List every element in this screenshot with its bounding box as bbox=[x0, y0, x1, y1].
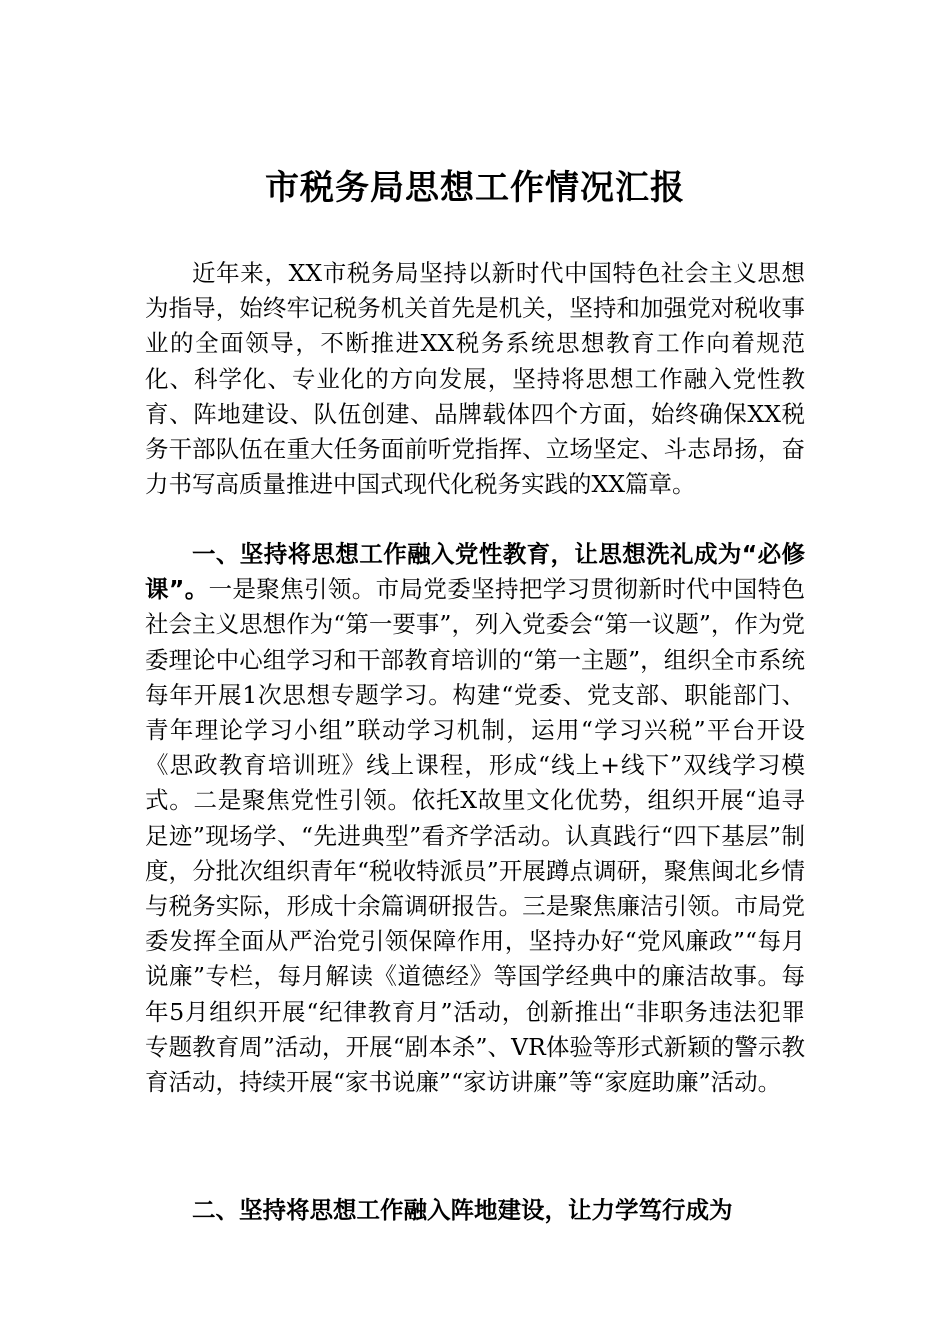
section-2-heading: 二、坚持将思想工作融入阵地建设，让力学笃行成为 bbox=[192, 1196, 733, 1224]
section-1-body: 一是聚焦引领。市局党委坚持把学习贯彻新时代中国特色社会主义思想作为“第一要事”，列入党委会“第一议题”，作为党委理论中心组学习和干部教育培训的“第一主题”，组织全市系统每年开展1次思想专题学习。构建“党委、党支部、职能部门、青年理论学习小组”联动学习机制，运用“学习兴税”平台开设《思政教育培训班》线上课程，形成“线上+线下”双线学习模式。二是聚焦党性引领。依托X故里文化优势，组织开展“追寻足迹”现场学、“先进典型”看齐学活动。认真践行“四下基层”制度，分批次组织青年“税收特派员”开展蹲点调研，聚焦闽北乡情与税务实际，形成十余篇调研报告。三是聚焦廉洁引领。市局党委发挥全面从严治党引领保障作用，坚持办好“党风廉政”“每月说廉”专栏，每月解读《道德经》等国学经典中的廉洁故事。每年5月组织开展“纪律教育月”活动，创新推出“非职务违法犯罪专题教育周”活动，开展“剧本杀”、VR体验等形式新颖的警示教育活动，持续开展“家书说廉”“家访讲廉”等“家庭助廉”活动。 bbox=[145, 575, 805, 1097]
section-2-paragraph bbox=[145, 1193, 805, 1228]
document-title: 市税务局思想工作情况汇报 bbox=[265, 168, 685, 208]
intro-paragraph bbox=[145, 256, 805, 502]
intro-text: 近年来，XX市税务局坚持以新时代中国特色社会主义思想为指导，始终牢记税务机关首先是机关，坚持和加强党对税收事业的全面领导，不断推进XX税务系统思想教育工作向着规范化、科学化、专业化的方向发展，坚持将思想工作融入党性教育、阵地建设、队伍创建、品牌载体四个方面，始终确保XX税务干部队伍在重大任务面前听党指挥、立场坚定、斗志昂扬，奋力书写高质量推进中国式现代化税务实践的XX篇章。 bbox=[145, 259, 805, 499]
section-1-paragraph bbox=[145, 537, 805, 1100]
section-1-heading: 一、坚持将思想工作融入党性教育，让思想洗礼成为“必修课”。 bbox=[145, 540, 805, 604]
